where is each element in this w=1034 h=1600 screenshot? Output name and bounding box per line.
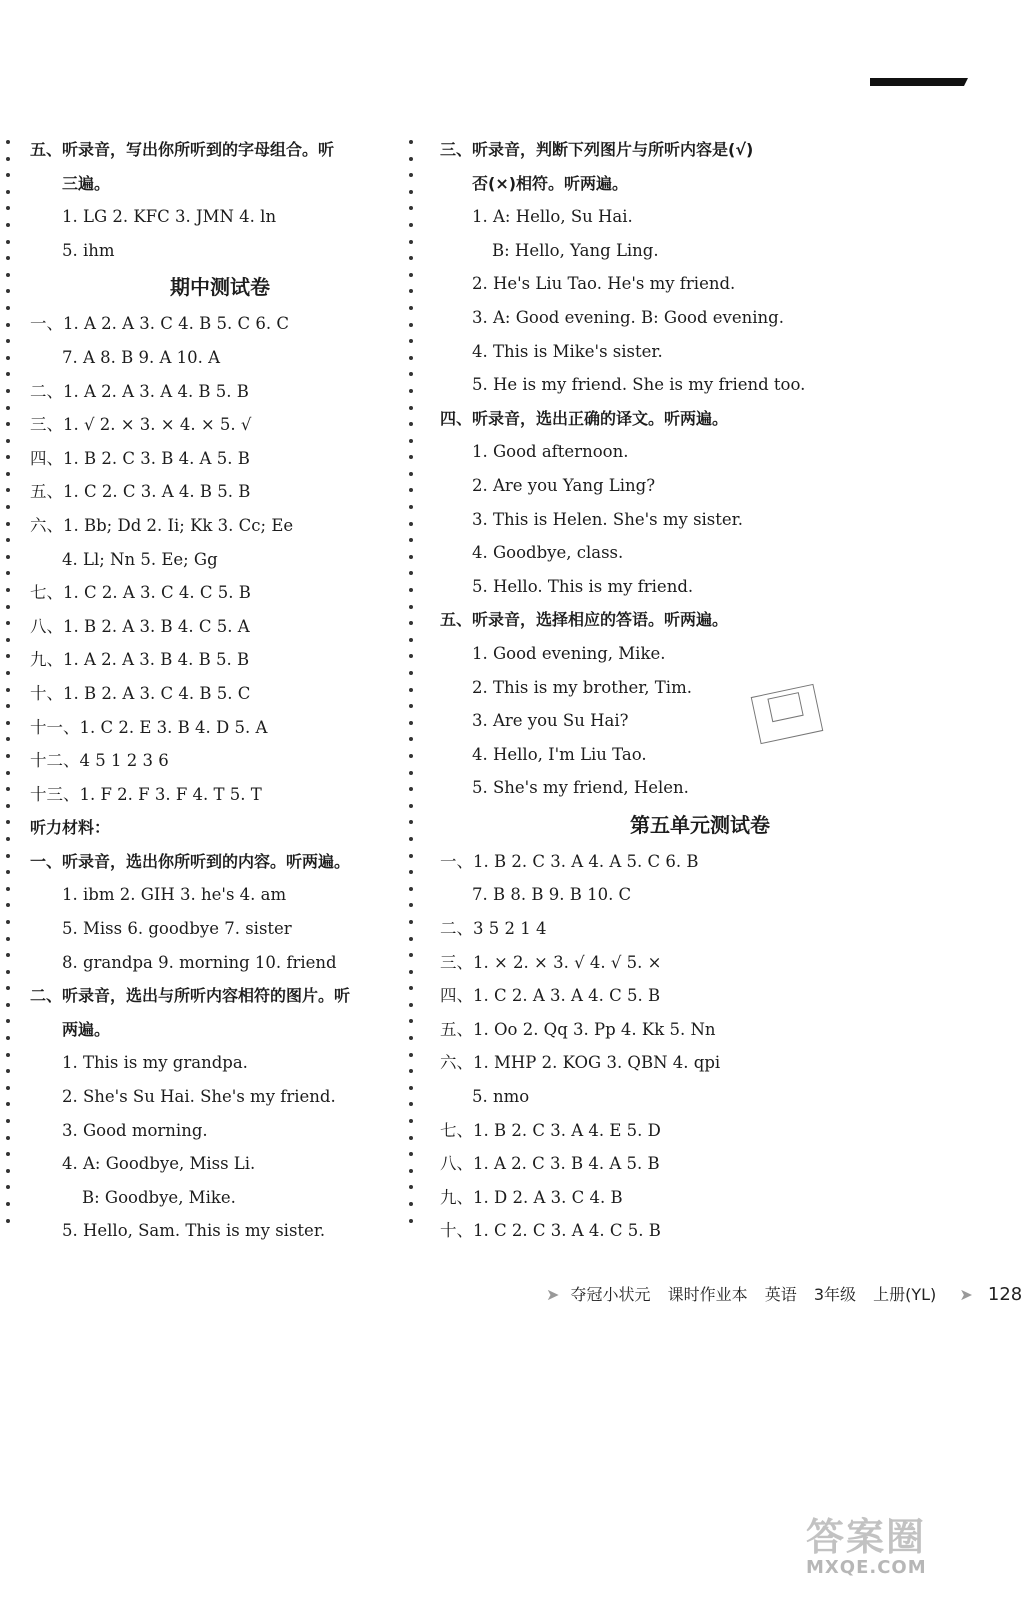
rule-dot	[6, 306, 10, 310]
watermark-url: MXQE.COM	[806, 1557, 927, 1578]
question-heading: 三、听录音，判断下列图片与所听内容是(√)	[440, 140, 754, 159]
answer-line: 一、1. B 2. C 3. A 4. A 5. C 6. B	[440, 851, 699, 871]
right-column	[440, 133, 960, 1248]
answer-line: 2. He's Liu Tao. He's my friend.	[472, 274, 736, 294]
rule-dot	[6, 1119, 10, 1123]
rule-dot	[6, 787, 10, 791]
rule-dot	[6, 1185, 10, 1189]
rule-dot	[6, 455, 10, 459]
rule-dot	[6, 870, 10, 874]
section-title: 第五单元测试卷	[630, 812, 770, 837]
answer-line: 2. This is my brother, Tim.	[472, 677, 692, 697]
rule-dot	[6, 920, 10, 924]
footer-volume: 上册(YL)	[873, 1285, 937, 1304]
rule-dot	[6, 1086, 10, 1090]
rule-dot	[6, 1102, 10, 1106]
answer-line: 3. Are you Su Hai?	[472, 711, 629, 731]
rule-dot	[6, 1036, 10, 1040]
rule-dot	[6, 240, 10, 244]
rule-dot	[6, 339, 10, 343]
rule-dot	[6, 439, 10, 443]
rule-dot	[6, 505, 10, 509]
answer-line: 一、1. A 2. A 3. C 4. B 5. C 6. C	[30, 314, 289, 334]
rule-dot	[6, 621, 10, 625]
rule-dot	[6, 588, 10, 592]
rule-dot	[6, 887, 10, 891]
answer-line: 三、1. × 2. × 3. √ 4. √ 5. ×	[440, 952, 662, 972]
watermark-logo-text: 答案圈	[806, 1515, 927, 1559]
answer-line: 六、1. Bb; Dd 2. Ii; Kk 3. Cc; Ee	[30, 515, 294, 535]
rule-dot	[6, 422, 10, 426]
answer-line: 4. Hello, I'm Liu Tao.	[472, 744, 647, 764]
rule-dot	[6, 1219, 10, 1223]
answer-line: 八、1. A 2. C 3. B 4. A 5. B	[440, 1154, 660, 1174]
rule-dot	[6, 522, 10, 526]
rule-dot	[6, 1169, 10, 1173]
rule-dot	[6, 173, 10, 177]
rule-dot	[6, 986, 10, 990]
question-heading: 否(×)相符。听两遍。	[472, 173, 629, 193]
answer-line: 十一、1. C 2. E 3. B 4. D 5. A	[30, 717, 268, 737]
rule-dot	[6, 1053, 10, 1057]
answer-line: 1. Good afternoon.	[472, 442, 629, 462]
rule-dot	[6, 970, 10, 974]
rule-dot	[6, 771, 10, 775]
rule-dot	[6, 1202, 10, 1206]
rule-dot	[6, 472, 10, 476]
answer-line: 4. A: Goodbye, Miss Li.	[62, 1154, 256, 1174]
rule-dot	[6, 937, 10, 941]
answer-line: 七、1. C 2. A 3. C 4. C 5. B	[30, 583, 251, 603]
rule-dot	[6, 953, 10, 957]
rule-dot	[6, 704, 10, 708]
rule-dot	[6, 721, 10, 725]
rule-dot	[6, 638, 10, 642]
answer-line: 3. A: Good evening. B: Good evening.	[472, 307, 784, 327]
rule-dot	[6, 671, 10, 675]
answer-line: 七、1. B 2. C 3. A 4. E 5. D	[440, 1120, 661, 1140]
answer-line: 六、1. MHP 2. KOG 3. QBN 4. qpi	[440, 1053, 721, 1073]
answer-line: 5. Hello, Sam. This is my sister.	[62, 1221, 326, 1241]
rule-dot	[6, 854, 10, 858]
footer-arrow-icon: ➤	[959, 1285, 973, 1304]
rule-dot	[6, 754, 10, 758]
footer-grade: 3年级	[813, 1285, 857, 1304]
answer-line: 1. A: Hello, Su Hai.	[472, 207, 633, 227]
rule-dot	[6, 903, 10, 907]
answer-line: 5. nmo	[472, 1087, 530, 1107]
rule-dot	[6, 356, 10, 360]
footer-book: 课时作业本	[667, 1285, 748, 1304]
rule-dot	[6, 323, 10, 327]
rule-dot	[6, 837, 10, 841]
answer-line: 十、1. B 2. A 3. C 4. B 5. C	[30, 683, 251, 703]
rule-dot	[6, 1152, 10, 1156]
answer-line: 7. A 8. B 9. A 10. A	[62, 347, 221, 367]
answer-line: 4. This is Mike's sister.	[472, 341, 663, 361]
question-heading: 一、听录音，选出你所听到的内容。听两遍。	[30, 851, 351, 871]
rule-dot	[6, 289, 10, 293]
rule-dot	[6, 190, 10, 194]
rule-dot	[6, 1136, 10, 1140]
answer-line: 八、1. B 2. A 3. B 4. C 5. A	[30, 616, 250, 636]
footer-subject: 英语	[764, 1285, 797, 1304]
answer-line: 1. LG 2. KFC 3. JMN 4. ln	[62, 207, 277, 227]
answer-line: 5. Hello. This is my friend.	[472, 576, 694, 596]
question-heading: 五、听录音，选择相应的答语。听两遍。	[440, 610, 729, 630]
left-column	[30, 133, 410, 1248]
rule-dot	[6, 273, 10, 277]
rule-dot	[6, 372, 10, 376]
answer-line: B: Goodbye, Mike.	[82, 1187, 236, 1207]
answer-line: 5. ihm	[62, 240, 115, 260]
answer-line: 四、1. C 2. A 3. A 4. C 5. B	[440, 986, 661, 1006]
question-heading: 三遍。	[62, 173, 111, 193]
answer-line: 1. This is my grandpa.	[62, 1053, 248, 1073]
answer-line: 1. ibm 2. GIH 3. he's 4. am	[62, 885, 287, 905]
rule-dot	[6, 206, 10, 210]
rule-dot	[6, 1019, 10, 1023]
answer-line: 7. B 8. B 9. B 10. C	[472, 885, 632, 905]
footer-brand: 夺冠小状元	[570, 1285, 651, 1304]
answer-line: 5. Miss 6. goodbye 7. sister	[62, 919, 292, 939]
answer-line: 2. She's Su Hai. She's my friend.	[62, 1087, 336, 1107]
answer-line: 二、3 5 2 1 4	[440, 919, 547, 939]
answer-line: 4. Goodbye, class.	[472, 543, 624, 563]
page-footer	[540, 1282, 1034, 1305]
rule-dot	[6, 157, 10, 161]
answer-line: 5. She's my friend, Helen.	[472, 778, 689, 798]
question-heading: 四、听录音，选出正确的译文。听两遍。	[440, 408, 729, 428]
rule-dot	[6, 555, 10, 559]
answer-line: 九、1. D 2. A 3. C 4. B	[440, 1187, 623, 1207]
question-heading: 五、听录音，写出你所听到的字母组合。听	[30, 140, 335, 159]
answer-line: 二、1. A 2. A 3. A 4. B 5. B	[30, 381, 249, 401]
answer-line: 九、1. A 2. A 3. B 4. B 5. B	[30, 650, 250, 670]
rule-dot	[6, 605, 10, 609]
rule-dot	[6, 223, 10, 227]
answer-line: B: Hello, Yang Ling.	[492, 240, 659, 260]
answer-line: 4. Ll; Nn 5. Ee; Gg	[62, 549, 218, 569]
rule-dot	[6, 256, 10, 260]
question-heading: 听力材料：	[30, 818, 111, 838]
left-dotted-rule	[6, 140, 10, 1225]
answer-line: 2. Are you Yang Ling?	[472, 475, 656, 495]
rule-dot	[6, 488, 10, 492]
rule-dot	[6, 140, 10, 144]
rule-dot	[6, 737, 10, 741]
answer-line: 3. Good morning.	[62, 1120, 208, 1140]
rule-dot	[6, 389, 10, 393]
rule-dot	[6, 688, 10, 692]
question-heading: 二、听录音，选出与所听内容相符的图片。听	[30, 986, 351, 1006]
answer-line: 1. Good evening, Mike.	[472, 643, 666, 663]
rule-dot	[6, 804, 10, 808]
answer-line: 十、1. C 2. C 3. A 4. C 5. B	[440, 1221, 661, 1241]
rule-dot	[6, 406, 10, 410]
answer-line: 8. grandpa 9. morning 10. friend	[62, 952, 337, 972]
page-number: 128	[987, 1284, 1023, 1305]
footer-arrow-icon: ➤	[546, 1285, 560, 1304]
corner-bar	[870, 78, 966, 86]
answer-line: 十三、1. F 2. F 3. F 4. T 5. T	[30, 784, 262, 804]
answer-line: 五、1. C 2. C 3. A 4. B 5. B	[30, 482, 251, 502]
rule-dot	[6, 571, 10, 575]
question-heading: 两遍。	[62, 1019, 111, 1039]
answer-line: 3. This is Helen. She's my sister.	[472, 509, 743, 529]
answer-line: 四、1. B 2. C 3. B 4. A 5. B	[30, 448, 250, 468]
answer-line: 5. He is my friend. She is my friend too.	[472, 375, 806, 395]
rule-dot	[6, 820, 10, 824]
rule-dot	[6, 654, 10, 658]
answer-line: 三、1. √ 2. × 3. × 4. × 5. √	[30, 415, 252, 435]
watermark	[806, 1506, 927, 1578]
section-title: 期中测试卷	[170, 275, 270, 300]
rule-dot	[6, 1003, 10, 1007]
rule-dot	[6, 1069, 10, 1073]
answer-line: 五、1. Oo 2. Qq 3. Pp 4. Kk 5. Nn	[440, 1019, 716, 1039]
answer-line: 十二、4 5 1 2 3 6	[30, 751, 169, 771]
rule-dot	[6, 538, 10, 542]
